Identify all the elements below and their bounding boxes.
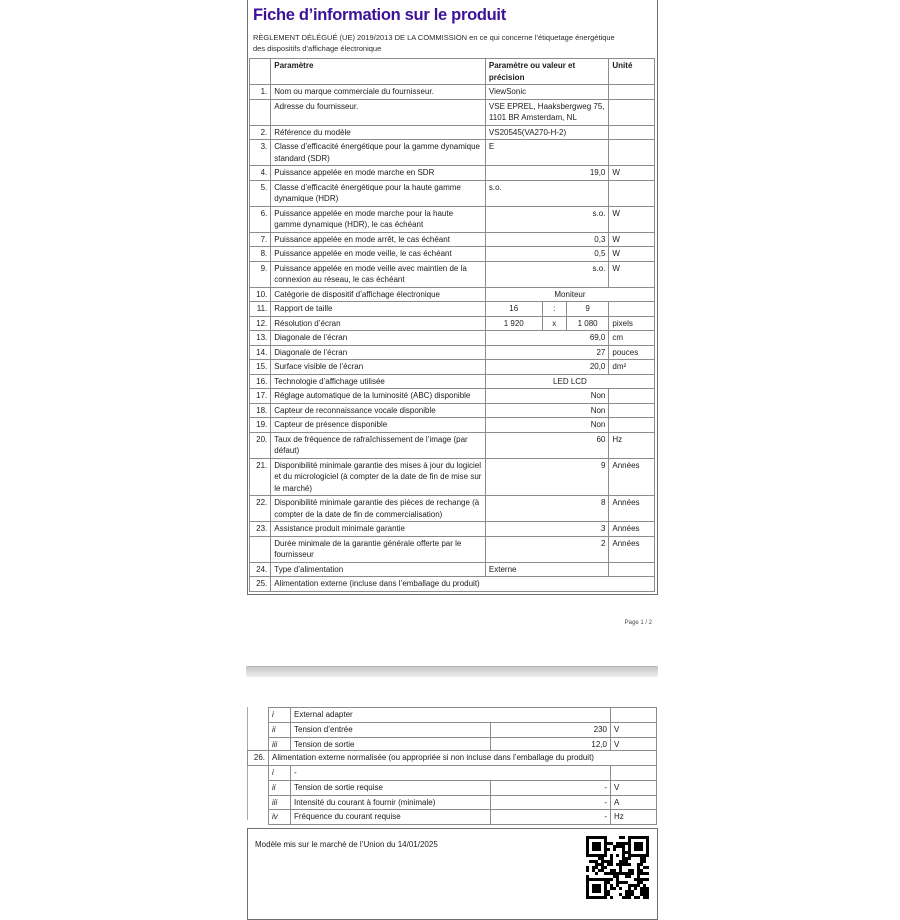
cell-value: 3: [485, 522, 609, 537]
cell-sub: iii: [269, 795, 291, 810]
table-row: [250, 140, 655, 166]
header-unit: Unité: [609, 59, 655, 85]
cell-value: Non: [485, 403, 609, 418]
cell-param: Capteur de reconnaissance vocale disponible: [271, 403, 486, 418]
cell-param: Taux de fréquence de rafraîchissement de l’image (par défaut): [271, 432, 486, 458]
table-row: [250, 418, 655, 433]
cell-num: 25.: [250, 577, 271, 592]
cell-unit: W: [609, 206, 655, 232]
cell-param: Référence du modèle: [271, 125, 486, 140]
cell-param: Adresse du fournisseur.: [271, 99, 486, 125]
normalized-supply-dash-table: [268, 765, 657, 781]
cell-param: Réglage automatique de la luminosité (ABC) disponible: [271, 389, 486, 404]
cell-value: VS20545(VA270-H-2): [485, 125, 609, 140]
cell-num: 6.: [250, 206, 271, 232]
cell-value: Non: [485, 389, 609, 404]
cell-param: Classe d’efficacité énergétique pour la gamme dynamique standard (SDR): [271, 140, 486, 166]
cell-unit: [609, 125, 655, 140]
table-row: [250, 125, 655, 140]
table-row: [250, 316, 655, 331]
cell-num: 23.: [250, 522, 271, 537]
market-placement-box: [247, 828, 658, 920]
cell-unit: W: [609, 261, 655, 287]
table-header-row: [250, 59, 655, 85]
cell-value: s.o.: [485, 206, 609, 232]
cell-unit: [609, 389, 655, 404]
header-value: Paramètre ou valeur et précision: [485, 59, 609, 85]
cell-value: LED LCD: [485, 374, 654, 389]
cell-value: s.o.: [485, 261, 609, 287]
cell-param: Alimentation externe (incluse dans l’emballage du produit): [271, 577, 655, 592]
cell-num: 10.: [250, 287, 271, 302]
cell-param: Puissance appelée en mode veille, le cas échéant: [271, 247, 486, 262]
cell-param: Diagonale de l’écran: [271, 331, 486, 346]
cell-param: Fréquence du courant requise: [291, 810, 491, 825]
cell-unit: Années: [609, 522, 655, 537]
cell-param: Disponibilité minimale garantie des pièces de rechange (à compter de la date de fin de commercialisation): [271, 496, 486, 522]
cell-value: 69,0: [485, 331, 609, 346]
cell-value: Externe: [485, 562, 609, 577]
cell-value: -: [491, 810, 611, 825]
cell-param: Diagonale de l’écran: [271, 345, 486, 360]
cell-unit: [611, 766, 657, 781]
cell-value: 0,3: [485, 232, 609, 247]
cell-num: 8.: [250, 247, 271, 262]
cell-unit: Hz: [611, 810, 657, 825]
cell-param: Type d’alimentation: [271, 562, 486, 577]
cell-value: Non: [485, 418, 609, 433]
row-26-table: [247, 750, 657, 766]
cell-unit: cm: [609, 331, 655, 346]
cell-num: 2.: [250, 125, 271, 140]
table-row: [250, 331, 655, 346]
cell-num: 18.: [250, 403, 271, 418]
cell-value: 20,0: [485, 360, 609, 375]
table-row: [250, 261, 655, 287]
table-row: [250, 522, 655, 537]
cell-value: 12,0: [491, 737, 611, 752]
cell-param: Nom ou marque commerciale du fournisseur.: [271, 85, 486, 100]
cell-unit: Hz: [609, 432, 655, 458]
cell-sub: iii: [269, 737, 291, 752]
cell-value: 60: [485, 432, 609, 458]
cell-param: Tension de sortie: [291, 737, 491, 752]
cell-unit: [609, 99, 655, 125]
table-body: [248, 751, 657, 766]
cell-value: 0,5: [485, 247, 609, 262]
cell-param: Surface visible de l’écran: [271, 360, 486, 375]
cell-num: 19.: [250, 418, 271, 433]
cell-num: 12.: [250, 316, 271, 331]
cell-unit: W: [609, 166, 655, 181]
cell-value: 2: [485, 536, 609, 562]
cell-num: 4.: [250, 166, 271, 181]
cell-num: 16.: [250, 374, 271, 389]
cell-cells-2: 9: [566, 302, 609, 317]
cell-unit: pixels: [609, 316, 655, 331]
cell-num: 21.: [250, 458, 271, 496]
cell-num: 26.: [248, 751, 269, 766]
cell-cells-1: x: [542, 316, 566, 331]
cell-value: -: [491, 781, 611, 796]
cell-value: s.o.: [485, 180, 609, 206]
table-row: [250, 180, 655, 206]
cell-param: Disponibilité minimale garantie des mises à jour du logiciel et du micrologiciel (à compter de la date de fin de mise sur le marché): [271, 458, 486, 496]
cell-num: 20.: [250, 432, 271, 458]
cell-unit: [609, 140, 655, 166]
cell-param: -: [291, 766, 611, 781]
cell-num: 5.: [250, 180, 271, 206]
cell-num: 17.: [250, 389, 271, 404]
cell-num: 14.: [250, 345, 271, 360]
cell-param: Tension d’entrée: [291, 723, 491, 738]
cell-param: Catégorie de dispositif d’affichage électronique: [271, 287, 486, 302]
cell-num: 11.: [250, 302, 271, 317]
table-row: [269, 795, 657, 810]
cell-num: [250, 536, 271, 562]
table-row: [250, 232, 655, 247]
cell-unit: W: [609, 247, 655, 262]
page-separator: [246, 666, 658, 677]
cell-unit: [609, 562, 655, 577]
table-row: [269, 810, 657, 825]
table-row: [250, 577, 655, 592]
cell-value: E: [485, 140, 609, 166]
table-row: [250, 389, 655, 404]
table-row: [250, 247, 655, 262]
table-row: [250, 85, 655, 100]
cell-num: 7.: [250, 232, 271, 247]
cell-num: 3.: [250, 140, 271, 166]
cell-param: Résolution d’écran: [271, 316, 486, 331]
cell-unit: Années: [609, 458, 655, 496]
qr-code: [586, 836, 649, 899]
cell-param: Puissance appelée en mode arrêt, le cas échéant: [271, 232, 486, 247]
cell-unit: V: [611, 723, 657, 738]
cell-unit: [609, 302, 655, 317]
cell-unit: W: [609, 232, 655, 247]
cell-value: -: [491, 795, 611, 810]
table-row: [250, 287, 655, 302]
cell-sub: i: [269, 708, 291, 723]
cell-cells-0: 16: [485, 302, 542, 317]
cell-unit: Années: [609, 536, 655, 562]
cell-cells-0: 1 920: [485, 316, 542, 331]
cell-unit: [609, 418, 655, 433]
external-adapter-values-table: [268, 722, 657, 752]
cell-value: 8: [485, 496, 609, 522]
cell-value: 27: [485, 345, 609, 360]
cell-value: VSE EPREL, Haaksbergweg 75, 1101 BR Amsterdam, NL: [485, 99, 609, 125]
table-row: [269, 766, 657, 781]
table-body: [269, 766, 657, 781]
cell-unit: pouces: [609, 345, 655, 360]
cell-param: Intensité du courant à fournir (minimale): [291, 795, 491, 810]
table-row: [250, 166, 655, 181]
header-parameter: Paramètre: [271, 59, 486, 85]
cell-unit: V: [611, 737, 657, 752]
cell-num: 24.: [250, 562, 271, 577]
cell-value: 19,0: [485, 166, 609, 181]
cell-param: Capteur de présence disponible: [271, 418, 486, 433]
table-body: [269, 708, 657, 723]
cell-param: Puissance appelée en mode marche en SDR: [271, 166, 486, 181]
table-body: [269, 781, 657, 825]
cell-unit: [609, 180, 655, 206]
cell-num: 9.: [250, 261, 271, 287]
market-date-text: Modèle mis sur le marché de l’Union du 14/01/2025: [255, 840, 438, 849]
cell-unit: [611, 708, 657, 723]
header-blank-cell: [250, 59, 271, 85]
cell-param: Puissance appelée en mode marche pour la haute gamme dynamique (HDR), le cas échéant: [271, 206, 486, 232]
table-row: [250, 403, 655, 418]
table-row: [269, 723, 657, 738]
table-row: [250, 458, 655, 496]
table-row: [250, 345, 655, 360]
cell-sub: ii: [269, 781, 291, 796]
cell-num: 13.: [250, 331, 271, 346]
cell-unit: V: [611, 781, 657, 796]
cell-value: 9: [485, 458, 609, 496]
table-row: [269, 708, 657, 723]
cell-unit: [609, 85, 655, 100]
table-row: [250, 536, 655, 562]
cell-param: Assistance produit minimale garantie: [271, 522, 486, 537]
table-row: [250, 562, 655, 577]
table-row: [250, 374, 655, 389]
cell-cells-2: 1 080: [566, 316, 609, 331]
cell-param: Tension de sortie requise: [291, 781, 491, 796]
external-adapter-header-table: [268, 707, 657, 723]
cell-value: 230: [491, 723, 611, 738]
regulation-subtitle: RÈGLEMENT DÉLÉGUÉ (UE) 2019/2013 DE LA COMMISSION en ce qui concerne l’étiquetage énergétique des dispositifs d’affichage électronique: [253, 33, 615, 53]
table-row: [250, 496, 655, 522]
cell-param: Durée minimale de la garantie générale offerte par le fournisseur: [271, 536, 486, 562]
product-parameters-table: [249, 58, 655, 592]
normalized-supply-required-table: [268, 780, 657, 825]
cell-sub: i: [269, 766, 291, 781]
page-title: Fiche d’information sur le produit: [253, 6, 506, 24]
cell-num: [250, 99, 271, 125]
cell-unit: [609, 403, 655, 418]
table-row: [250, 99, 655, 125]
table-row: [250, 302, 655, 317]
cell-param: Alimentation externe normalisée (ou appropriée si non incluse dans l’emballage du produit): [269, 751, 657, 766]
table-row: [250, 360, 655, 375]
cell-sub: iv: [269, 810, 291, 825]
cell-param: Puissance appelée en mode veille avec maintien de la connexion au réseau, le cas échéant: [271, 261, 486, 287]
cell-value: ViewSonic: [485, 85, 609, 100]
cell-param: External adapter: [291, 708, 611, 723]
table-row: [250, 432, 655, 458]
cell-unit: dm²: [609, 360, 655, 375]
table-row: [248, 751, 657, 766]
cell-value: Moniteur: [485, 287, 654, 302]
table-header: [250, 59, 655, 85]
page-indicator: Page 1 / 2: [624, 620, 652, 626]
table-body: [250, 85, 655, 592]
table-row: [250, 206, 655, 232]
cell-unit: Années: [609, 496, 655, 522]
cell-num: 22.: [250, 496, 271, 522]
cell-unit: A: [611, 795, 657, 810]
cell-param: Classe d’efficacité énergétique pour la haute gamme dynamique (HDR): [271, 180, 486, 206]
cell-cells-1: :: [542, 302, 566, 317]
cell-param: Rapport de taille: [271, 302, 486, 317]
cell-sub: ii: [269, 723, 291, 738]
cell-num: 1.: [250, 85, 271, 100]
cell-num: 15.: [250, 360, 271, 375]
fiche-page-1: [247, 0, 658, 595]
table-body: [269, 723, 657, 752]
table-row: [269, 781, 657, 796]
cell-param: Technologie d’affichage utilisée: [271, 374, 486, 389]
